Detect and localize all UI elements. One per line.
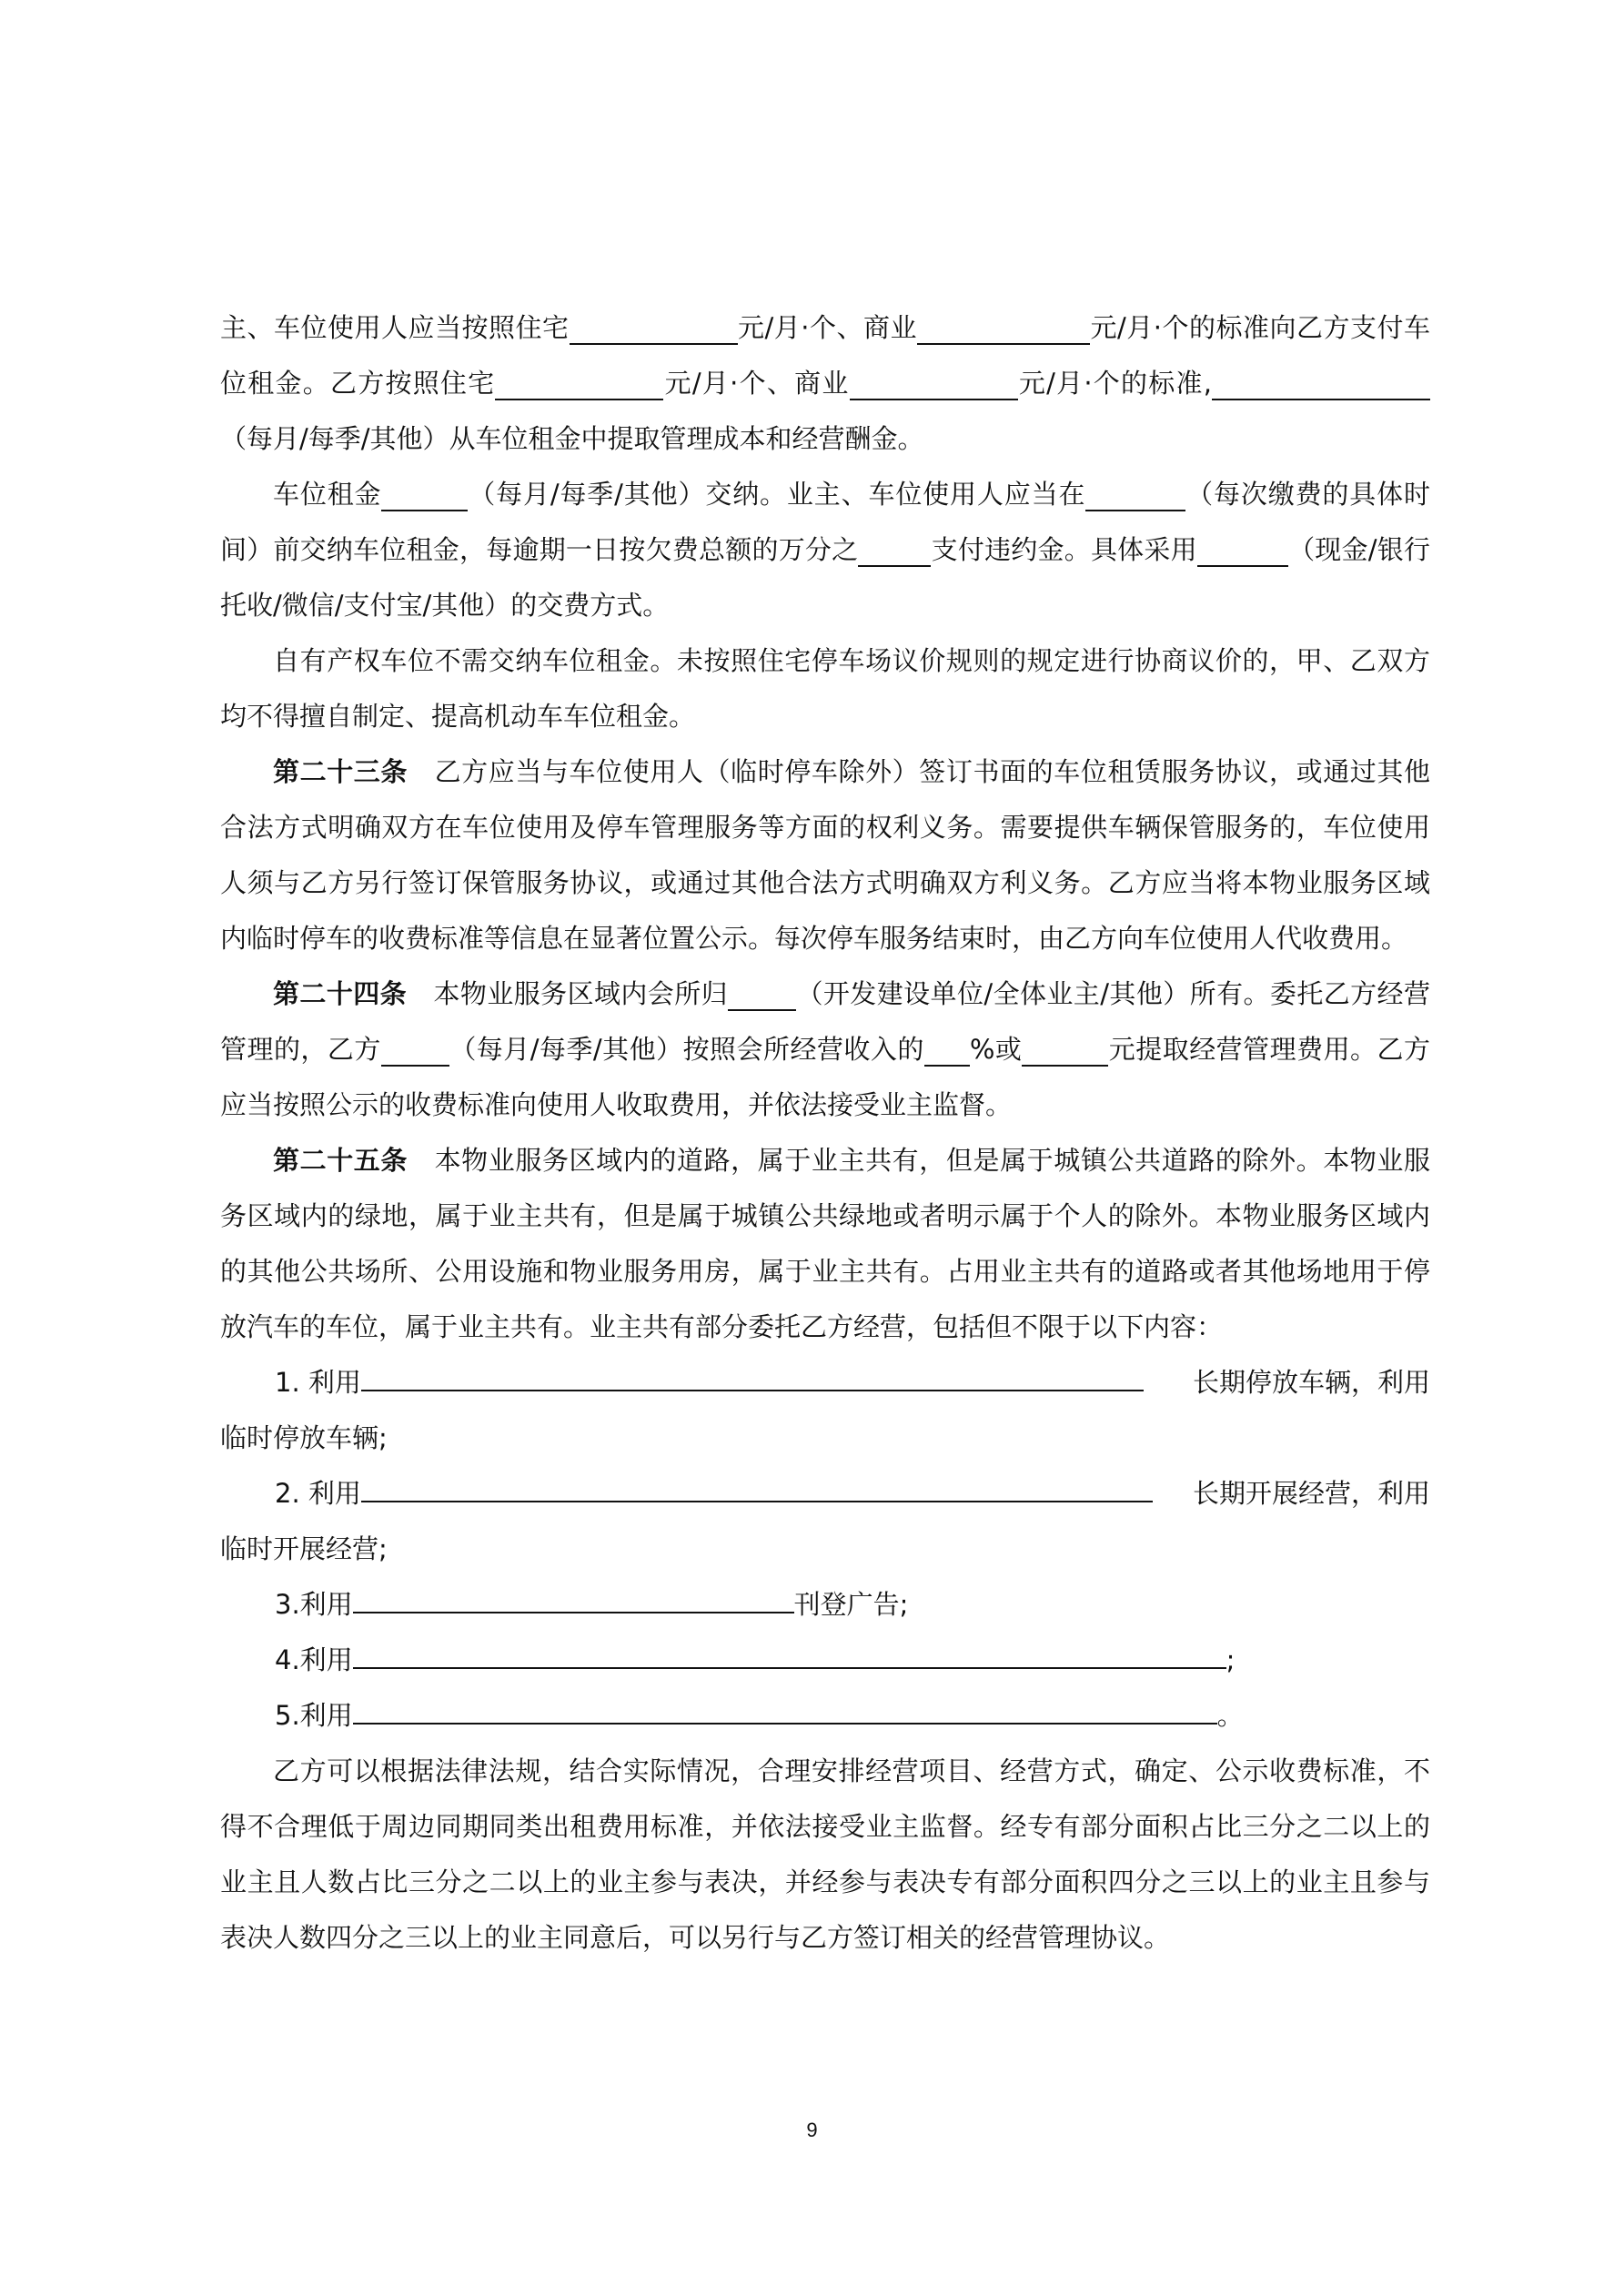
text-run: （开发建设单位/全体业主/其他）所有。委托乙方经营管理的，乙方 (220, 978, 1430, 1065)
item-tail: 刊登广告; (793, 1589, 909, 1620)
paragraph-operation-agreement: 乙方可以根据法律法规，结合实际情况，合理安排经营项目、经营方式，确定、公示收费标准，不得不合理低于周边同期同类出租费用标准，并依法接受业主监督。经专有部分面积占比三分之二以上的业主且人数占比三分之二以上的业主参与表决，并经参与表决专有部分面积四分之三以上的业主且参与表决人数四分之三以上的业主同意后，可以另行与乙方签订相关的经营管理协议。 (220, 1755, 1430, 1953)
list-item-4 (220, 1633, 1430, 1688)
text-run: （每月/每季/其他）按照会所经营收入的 (449, 1034, 924, 1065)
blank-field (361, 1360, 1144, 1391)
item-label: 2. 利用 (275, 1478, 361, 1509)
text-run: 支付违约金。具体采用 (931, 534, 1197, 565)
list-item-2 (220, 1466, 1430, 1522)
blank-field (924, 1036, 970, 1067)
document-body (220, 300, 1430, 1966)
blank-field (850, 369, 1018, 400)
blank-field (728, 980, 796, 1011)
item-label: 3.利用 (275, 1589, 353, 1620)
blank-field (353, 1583, 794, 1613)
article-23 (220, 744, 1430, 966)
list-item-2-continuation: 临时开展经营; (220, 1533, 388, 1564)
page-number: 9 (806, 2119, 818, 2141)
item-label: 1. 利用 (275, 1367, 361, 1398)
blank-field (858, 536, 931, 567)
item-tail: 长期开展经营，利用 (1192, 1478, 1430, 1509)
item-tail: ; (1226, 1644, 1236, 1675)
article-title: 第二十三条 (273, 756, 408, 787)
blank-field (353, 1694, 1217, 1725)
text-run: 本物业服务区域内会所归 (433, 978, 729, 1009)
text-run: 元/月·个的标准向乙方支付车位租金。乙方按照住宅 (220, 312, 1430, 399)
blank-field (381, 480, 468, 511)
text-run: 元提取经营管理费用。乙方应当按照公示的收费标准向使用人收取费用，并依法接受业主监督。 (220, 1034, 1430, 1120)
text-run: 元/月·个的标准, (1017, 368, 1212, 399)
item-tail: 长期停放车辆，利用 (1192, 1367, 1430, 1398)
text-run: （每月/每季/其他）从车位租金中提取管理成本和经营酬金。 (220, 423, 924, 454)
list-item-1 (220, 1355, 1430, 1411)
blank-field (1022, 1036, 1108, 1067)
blank-field (381, 1036, 449, 1067)
article-title: 第二十五条 (273, 1145, 408, 1176)
blank-field (570, 314, 738, 345)
list-item-1-continuation: 临时停放车辆; (220, 1422, 388, 1453)
blank-field (1085, 480, 1185, 511)
text-run: （每月/每季/其他）交纳。业主、车位使用人应当在 (468, 479, 1086, 510)
text-run: 主、车位使用人应当按照住宅 (220, 312, 570, 343)
text-run: 元/月·个、商业 (663, 368, 850, 399)
paragraph-owned-parking: 自有产权车位不需交纳车位租金。未按照住宅停车场议价规则的规定进行协商议价的，甲、乙双方均不得擅自制定、提高机动车车位租金。 (220, 645, 1430, 732)
text-run: %或 (969, 1034, 1023, 1065)
article-title: 第二十四条 (273, 978, 408, 1009)
article-text: 本物业服务区域内的道路，属于业主共有，但是属于城镇公共道路的除外。本物业服务区域内的绿地，属于业主共有，但是属于城镇公共绿地或者明示属于个人的除外。本物业服务区域内的其他公共场所、公用设施和物业服务用房，属于业主共有。占用业主共有的道路或者其他场地用于停放汽车的车位，属于业主共有。业主共有部分委托乙方经营，包括但不限于以下内容： (220, 1145, 1430, 1342)
article-24 (220, 966, 1430, 1133)
blank-field (1197, 536, 1288, 567)
list-item-3 (220, 1577, 1430, 1633)
text-run: （每次缴费的具体时间）前交纳车位租金，每逾期一日按欠费总额的万分之 (220, 479, 1430, 565)
item-tail: 。 (1216, 1700, 1244, 1731)
paragraph-parking-rent-standard (220, 300, 1430, 467)
blank-field (353, 1638, 1226, 1669)
item-label: 4.利用 (275, 1644, 353, 1675)
text-run: 车位租金 (273, 479, 382, 510)
text-run: （现金/银行托收/微信/支付宝/其他）的交费方式。 (220, 534, 1430, 621)
article-25 (220, 1133, 1430, 1355)
blank-field (917, 314, 1090, 345)
blank-field (1212, 369, 1430, 400)
item-label: 5.利用 (275, 1700, 353, 1731)
blank-field (495, 369, 663, 400)
paragraph-parking-rent-payment (220, 467, 1430, 633)
article-text: 乙方应当与车位使用人（临时停车除外）签订书面的车位租赁服务协议，或通过其他合法方式明确双方在车位使用及停车管理服务等方面的权利义务。需要提供车辆保管服务的，车位使用人须与乙方另行签订保管服务协议，或通过其他合法方式明确双方利义务。乙方应当将本物业服务区域内临时停车的收费标准等信息在显著位置公示。每次停车服务结束时，由乙方向车位使用人代收费用。 (220, 756, 1430, 954)
list-item-5 (220, 1688, 1430, 1744)
blank-field (361, 1472, 1153, 1502)
text-run: 元/月·个、商业 (737, 312, 917, 343)
